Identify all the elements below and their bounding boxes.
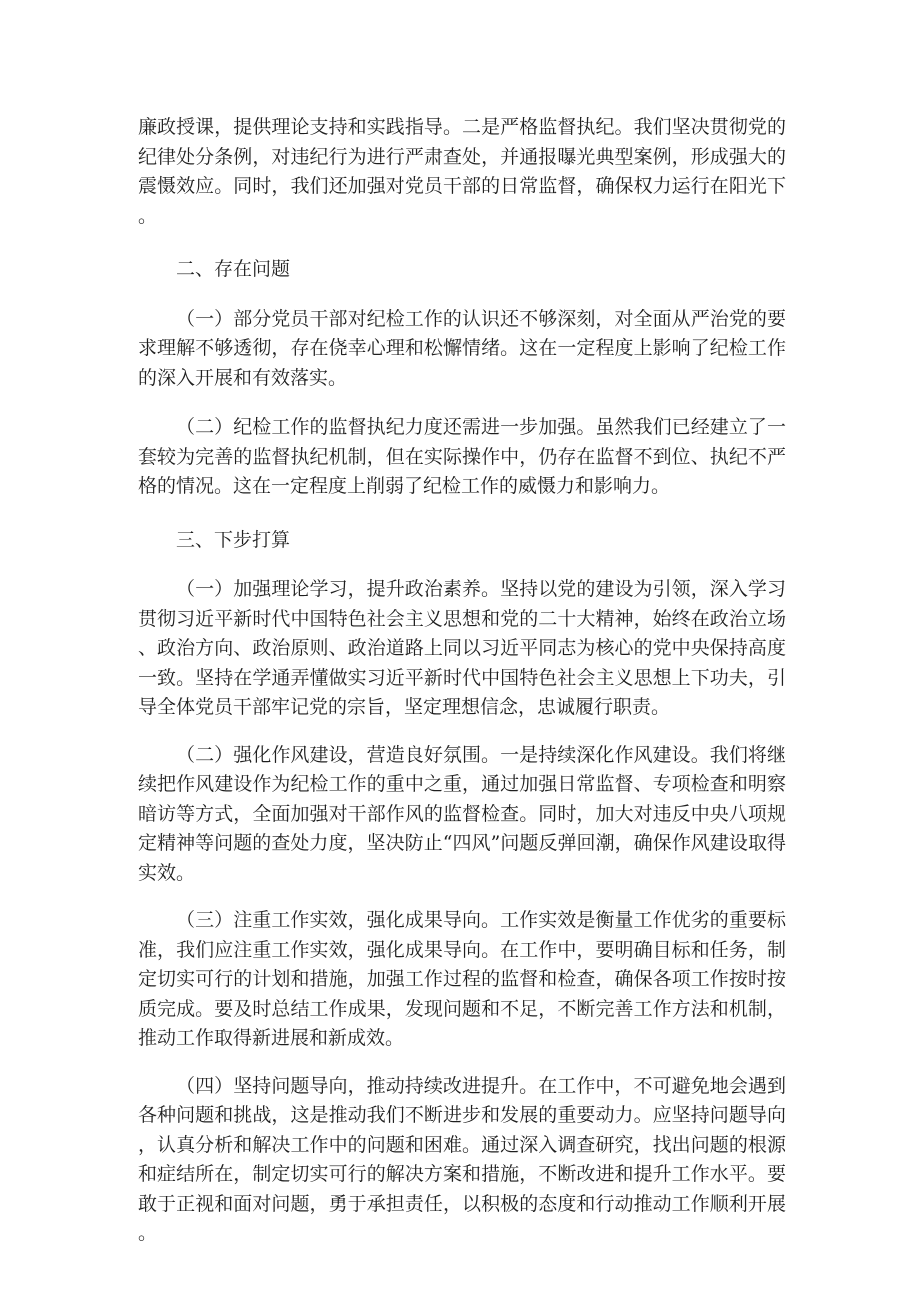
next-step-item-3: （三）注重工作实效，强化成果导向。工作实效是衡量工作优劣的重要标准，我们应注重工作实效，强化成果导向。在工作中，要明确目标和任务，制定切实可行的计划和措施，加强工作过程的监督和检查，确保各项工作按时按质完成。要及时总结工作成果，发现问题和不足，不断完善工作方法和机制，推动工作取得新进展和新成效。 bbox=[138, 909, 786, 1049]
section-heading-existing-problems: 二、存在问题 bbox=[176, 258, 291, 280]
next-step-item-1: （一）加强理论学习，提升政治素养。坚持以党的建设为引领，深入学习贯彻习近平新时代中国特色社会主义思想和党的二十大精神，始终在政治立场、政治方向、政治原则、政治道路上同以习近平同志为核心的党中央保持高度一致。坚持在学通弄懂做实习近平新时代中国特色社会主义思想上下功夫，引导全体党员干部牢记党的宗旨，坚定理想信念，忠诚履行职责。 bbox=[138, 578, 786, 718]
next-step-item-2: （二）强化作风建设，营造良好氛围。一是持续深化作风建设。我们将继续把作风建设作为纪检工作的重中之重，通过加强日常监督、专项检查和明察暗访等方式，全面加强对干部作风的监督检查。同时，加大对违反中央八项规定精神等问题的查处力度，坚决防止“四风”问题反弹回潮，确保作风建设取得实效。 bbox=[138, 743, 786, 884]
paragraph-continued-supervision: 廉政授课，提供理论支持和实践指导。二是严格监督执纪。我们坚决贯彻党的纪律处分条例，对违纪行为进行严肃查处，并通报曝光典型案例，形成强大的震慑效应。同时，我们还加强对党员干部的日常监督，确保权力运行在阳光下。 bbox=[138, 116, 786, 227]
problem-item-1: （一）部分党员干部对纪检工作的认识还不够深刻，对全面从严治党的要求理解不够透彻，存在侥幸心理和松懈情绪。这在一定程度上影响了纪检工作的深入开展和有效落实。 bbox=[138, 307, 786, 389]
document-body bbox=[138, 113, 786, 1249]
next-step-item-4: （四）坚持问题导向，推动持续改进提升。在工作中，不可避免地会遇到各种问题和挑战，这是推动我们不断进步和发展的重要动力。应坚持问题导向，认真分析和解决工作中的问题和困难。通过深入调查研究，找出问题的根源和症结所在，制定切实可行的解决方案和措施，不断改进和提升工作水平。要敢于正视和面对问题，勇于承担责任，以积极的态度和行动推动工作顺利开展。 bbox=[138, 1074, 786, 1244]
section-heading-next-steps: 三、下步打算 bbox=[176, 528, 291, 551]
problem-item-2: （二）纪检工作的监督执纪力度还需进一步加强。虽然我们已经建立了一套较为完善的监督执纪机制，但在实际操作中，仍存在监督不到位、执纪不严格的情况。这在一定程度上削弱了纪检工作的威慑力和影响力。 bbox=[138, 416, 786, 497]
